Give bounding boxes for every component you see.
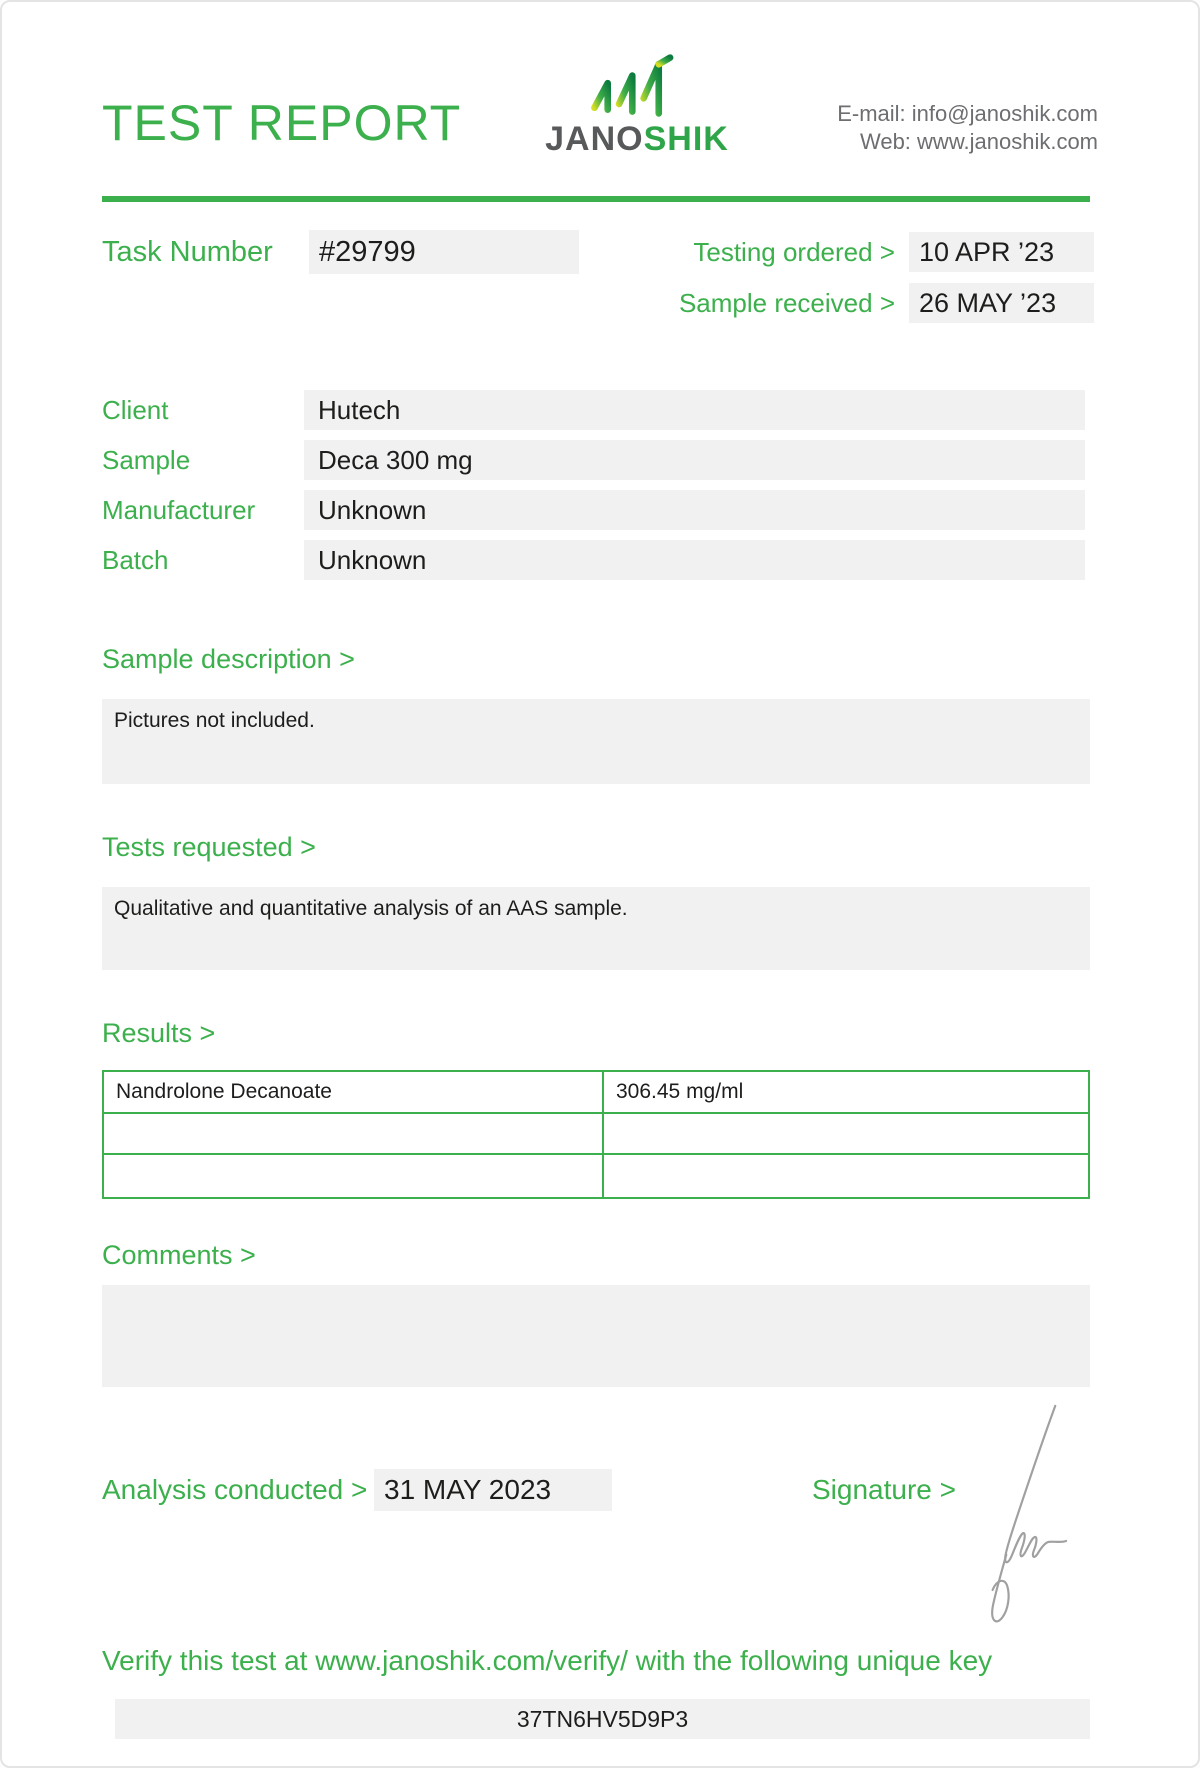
logo-chart-icon (585, 54, 689, 118)
logo-text (545, 120, 729, 159)
contact-email-value: info@janoshik.com (911, 101, 1098, 126)
results-cell-analyte-1: Nandrolone Decanoate (104, 1072, 604, 1114)
sample-description-heading: Sample description > (102, 644, 355, 674)
logo-text-jano: JANO (545, 120, 644, 158)
info-row-batch (102, 540, 1090, 580)
sample-label: Sample (102, 444, 191, 475)
testing-ordered-label: Testing ordered > (693, 236, 895, 267)
sample-received-label: Sample received > (678, 287, 895, 318)
comments-box (102, 1285, 1090, 1387)
sample-received-row (602, 283, 1094, 323)
verify-key-value: 37TN6HV5D9P3 (516, 1705, 689, 1732)
results-cell-analyte-3 (104, 1155, 604, 1197)
results-cell-value-3 (604, 1155, 1088, 1197)
results-cell-value-2 (604, 1114, 1088, 1156)
contact-email (837, 100, 1098, 128)
results-cell-value-1: 306.45 mg/ml (604, 1072, 1088, 1114)
page-title: TEST REPORT (102, 95, 462, 151)
verify-text: Verify this test at www.janoshik.com/verify/ with the following unique key (102, 1645, 993, 1676)
analysis-conducted-value: 31 MAY 2023 (374, 1469, 612, 1511)
task-number-value: #29799 (309, 230, 579, 274)
client-value: Hutech (304, 390, 1085, 430)
contact-web-value: www.janoshik.com (917, 129, 1098, 154)
results-cell-analyte-2 (104, 1114, 604, 1156)
tests-requested-box: Qualitative and quantitative analysis of an AAS sample. (102, 887, 1090, 970)
info-row-sample (102, 440, 1090, 480)
batch-value: Unknown (304, 540, 1085, 580)
contact-email-label: E-mail: (837, 101, 906, 126)
signature-label: Signature > (812, 1474, 956, 1505)
results-heading: Results > (102, 1018, 216, 1048)
logo (522, 54, 752, 159)
signature-image (970, 1400, 1070, 1635)
batch-label: Batch (102, 544, 169, 575)
sample-description-box: Pictures not included. (102, 699, 1090, 784)
contact-web-label: Web: (859, 129, 911, 154)
verify-key-box (115, 1699, 1090, 1739)
testing-ordered-value: 10 APR ’23 (909, 232, 1094, 272)
analysis-conducted-label: Analysis conducted > (102, 1474, 368, 1505)
info-row-manufacturer (102, 490, 1090, 530)
info-row-client (102, 390, 1090, 430)
task-number-label: Task Number (102, 235, 273, 268)
logo-text-shik: SHIK (643, 120, 729, 158)
comments-heading: Comments > (102, 1240, 256, 1270)
header-divider (102, 196, 1090, 202)
manufacturer-label: Manufacturer (102, 494, 256, 525)
results-table (102, 1070, 1090, 1199)
sample-value: Deca 300 mg (304, 440, 1085, 480)
manufacturer-value: Unknown (304, 490, 1085, 530)
client-label: Client (102, 394, 169, 425)
sample-received-value: 26 MAY ’23 (909, 283, 1094, 323)
tests-requested-heading: Tests requested > (102, 832, 316, 862)
contact-info (837, 100, 1098, 156)
testing-ordered-row (602, 232, 1094, 272)
contact-web (837, 128, 1098, 156)
